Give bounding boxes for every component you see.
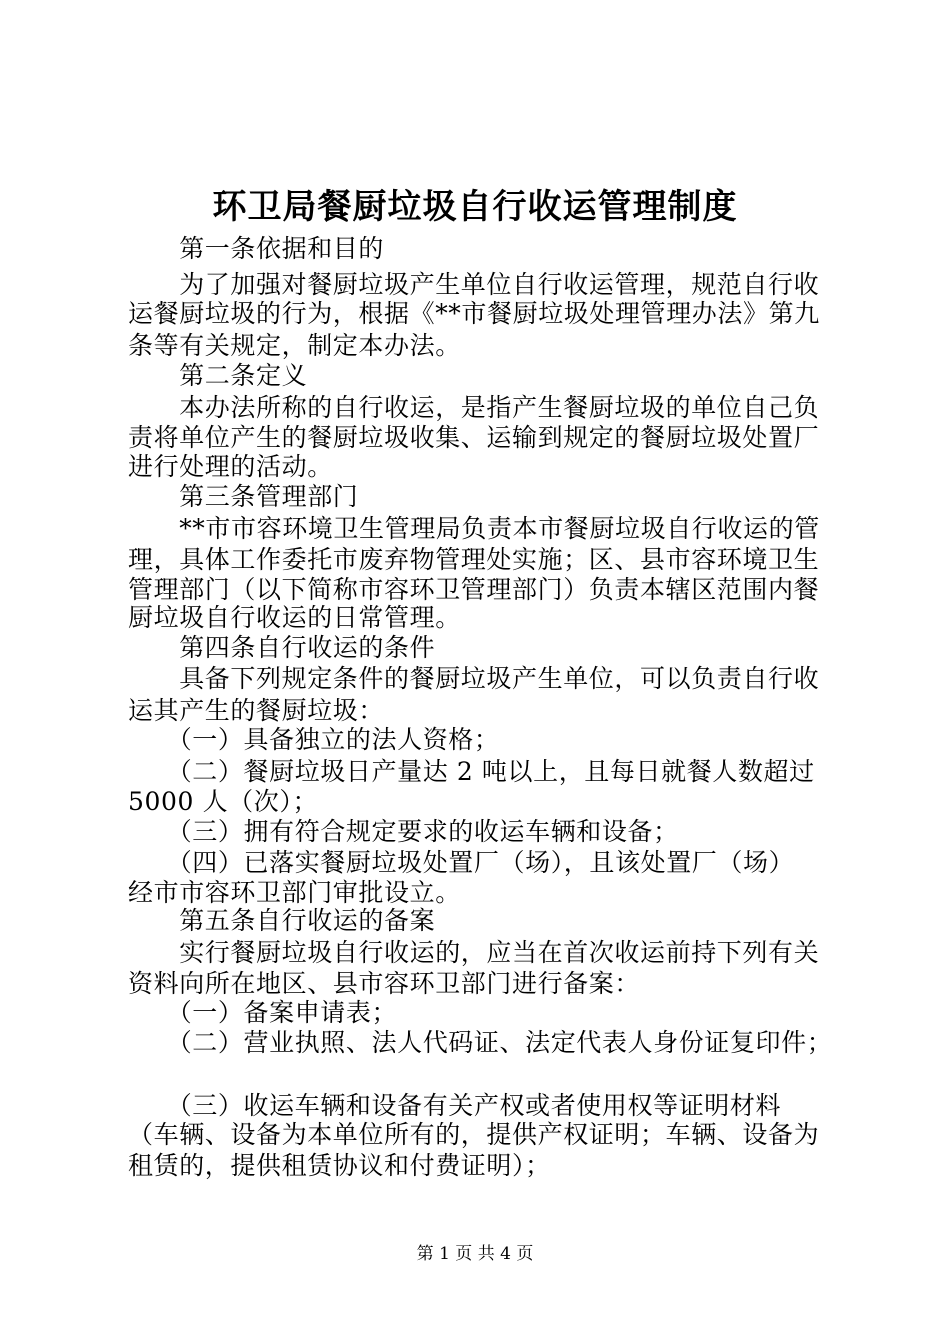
document-title: 环卫局餐厨垃圾自行收运管理制度 [212,187,738,227]
text-line: 具备下列规定条件的餐厨垃圾产生单位，可以负责自行收 [128,664,820,693]
text-line: （二）餐厨垃圾日产量达 2 吨以上，且每日就餐人数超过 [128,757,815,786]
text-line: 第二条定义 [128,361,308,390]
text-line: （三）收运车辆和设备有关产权或者使用权等证明材料 [128,1091,782,1120]
text-line: （一）具备独立的法人资格； [128,725,500,754]
text-line: 进行处理的活动。 [128,452,333,481]
text-line: 责将单位产生的餐厨垃圾收集、运输到规定的餐厨垃圾处置厂 [128,423,820,452]
text-line: 第五条自行收运的备案 [128,906,436,935]
text-line: 实行餐厨垃圾自行收运的，应当在首次收运前持下列有关 [128,938,820,967]
text-line: 5000 人（次）； [128,787,319,816]
text-line: 理，具体工作委托市废弃物管理处实施；区、县市容环境卫生 [128,545,820,574]
text-line: （二）营业执照、法人代码证、法定代表人身份证复印件； [128,1028,833,1057]
text-line: 厨垃圾自行收运的日常管理。 [128,603,461,632]
text-line: （三）拥有符合规定要求的收运车辆和设备； [128,817,679,846]
text-line: 经市市容环卫部门审批设立。 [128,878,461,907]
text-line: 为了加强对餐厨垃圾产生单位自行收运管理，规范自行收 [128,270,820,299]
text-line: 本办法所称的自行收运，是指产生餐厨垃圾的单位自己负 [128,393,820,422]
text-line: **市市容环境卫生管理局负责本市餐厨垃圾自行收运的管 [128,514,820,543]
text-line: 第三条管理部门 [128,482,359,511]
text-line: 第一条依据和目的 [128,234,385,263]
text-line: （车辆、设备为本单位所有的，提供产权证明；车辆、设备为 [128,1120,820,1149]
text-line: 管理部门（以下简称市容环卫管理部门）负责本辖区范围内餐 [128,575,820,604]
text-line: 第四条自行收运的条件 [128,633,436,662]
text-line: （四）已落实餐厨垃圾处置厂（场），且该处置厂（场） [128,848,795,877]
text-line: 运其产生的餐厨垃圾： [128,696,385,725]
text-line: 条等有关规定，制定本办法。 [128,331,461,360]
text-line: （一）备案申请表； [128,998,398,1027]
text-line: 资料向所在地区、县市容环卫部门进行备案： [128,969,641,998]
text-line: 租赁的，提供租赁协议和付费证明）； [128,1151,551,1180]
page-number: 第 1 页 共 4 页 [416,1244,534,1264]
text-line: 运餐厨垃圾的行为，根据《**市餐厨垃圾处理管理办法》第九 [128,299,820,328]
